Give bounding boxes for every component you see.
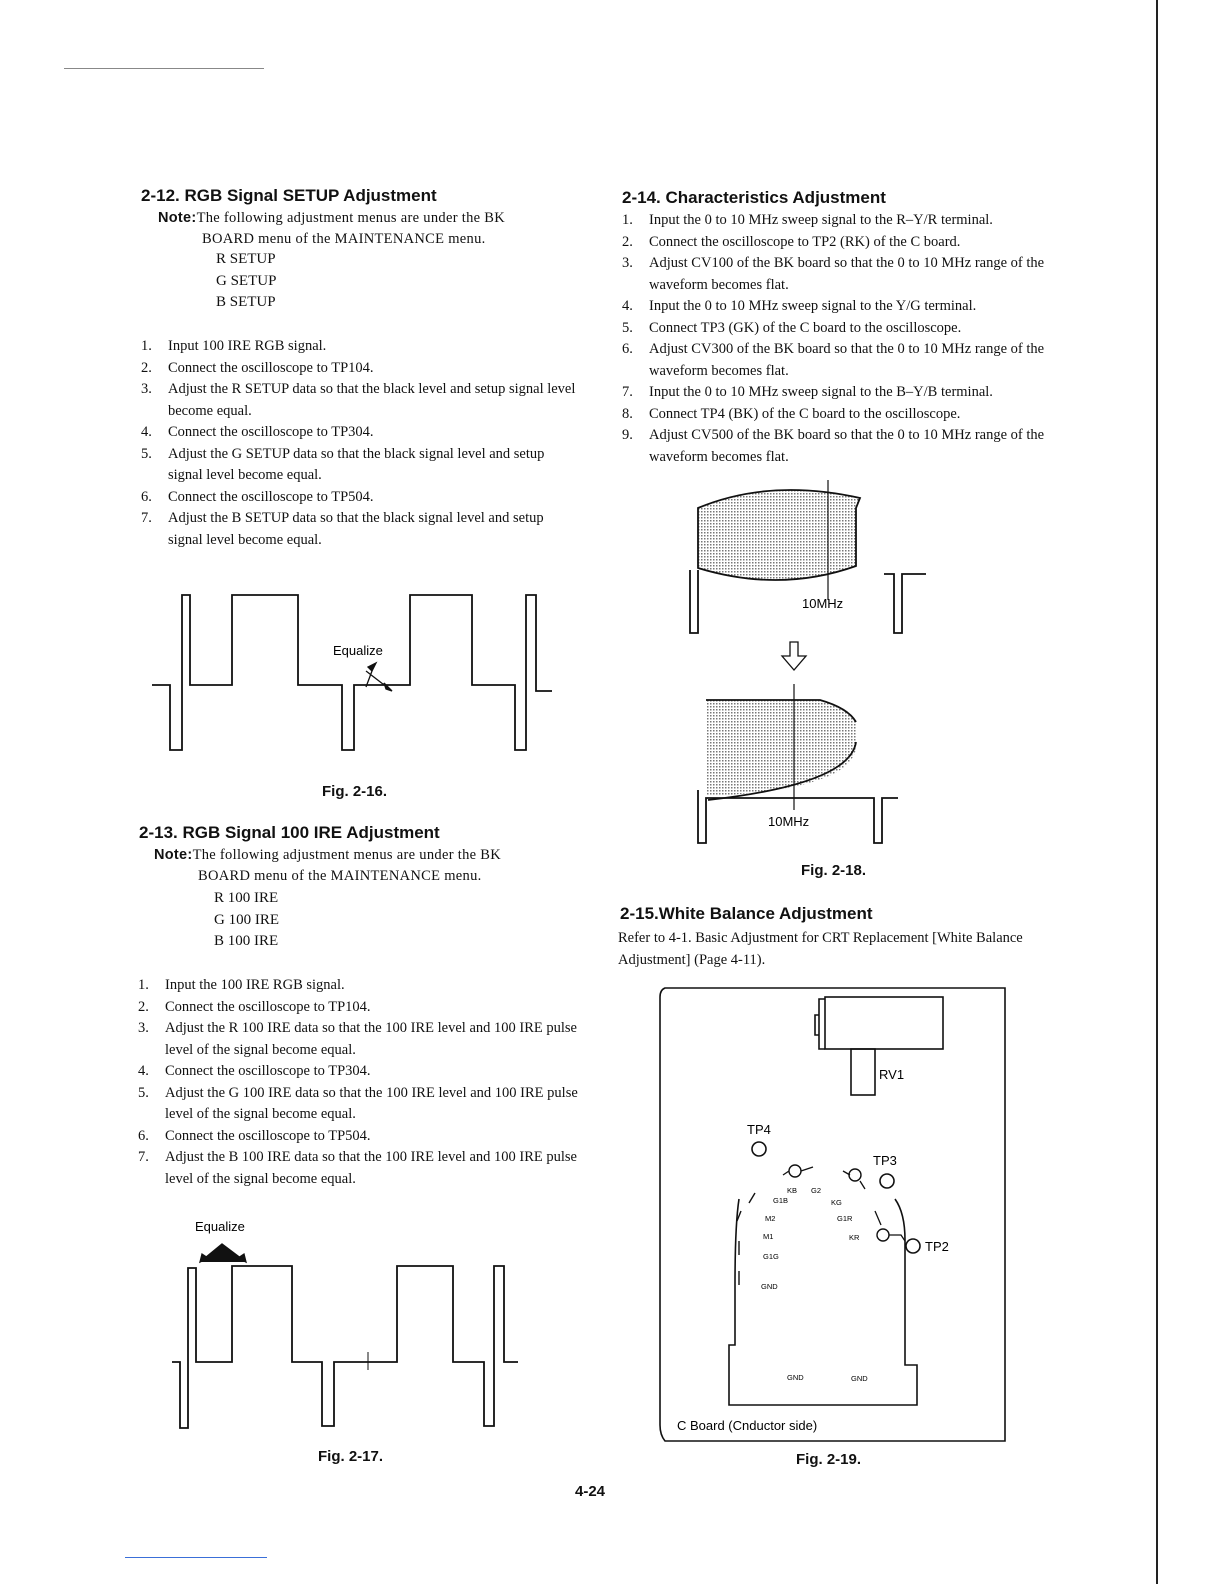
note-2-13 <box>154 845 584 887</box>
equalize-label: Equalize <box>195 1219 245 1234</box>
menu-list-2-13 <box>214 888 279 953</box>
figure-2-19-c-board <box>655 985 1015 1447</box>
step: 7. Adjust the B 100 IRE data so that the 100 IRE level and 100 IRE pulse level of the signal become equal. <box>138 1149 577 1187</box>
scan-bottom-mark <box>125 1557 267 1558</box>
tp2-point <box>906 1239 920 1253</box>
down-arrow-icon <box>782 642 806 670</box>
step: 1. Input the 0 to 10 MHz sweep signal to the R–Y/R terminal. <box>622 212 993 228</box>
step: 4. Connect the oscilloscope to TP304. <box>138 1063 371 1079</box>
fig-caption-2-19: Fig. 2-19. <box>796 1451 862 1468</box>
step: 5. Adjust the G 100 IRE data so that the 100 IRE level and 100 IRE pulse level of the signal become equal. <box>138 1084 578 1122</box>
note-2-12 <box>158 208 588 250</box>
rv1-label: RV1 <box>879 1067 905 1082</box>
pin-g2-label: G2 <box>811 1186 822 1195</box>
pin-gnd-label: GND <box>761 1282 778 1291</box>
step: 3. Adjust CV100 of the BK board so that the 0 to 10 MHz range of the waveform becomes flat. <box>622 255 1045 293</box>
menu-item: B SETUP <box>216 294 276 310</box>
step: 4. Input the 0 to 10 MHz sweep signal to the Y/G terminal. <box>622 298 977 314</box>
pin-kb-label: KB <box>787 1186 798 1195</box>
step: 5. Connect TP3 (GK) of the C board to the oscilloscope. <box>622 319 962 336</box>
sweep-envelope-after <box>706 700 856 796</box>
freq-label-top: 10MHz <box>802 596 844 611</box>
step: 3. Adjust the R SETUP data so that the black level and setup signal level become equal. <box>141 381 576 419</box>
menu-item: G 100 IRE <box>214 911 279 928</box>
rv1-stem <box>851 1049 875 1095</box>
fig-caption-2-18: Fig. 2-18. <box>801 862 867 879</box>
pin-kr-label: KR <box>849 1233 860 1242</box>
step: 2. Connect the oscilloscope to TP2 (RK) of the C board. <box>622 233 961 250</box>
steps-2-13 <box>138 975 578 1190</box>
step: 6. Connect the oscilloscope to TP504. <box>141 488 374 505</box>
equalize-label: Equalize <box>333 643 383 658</box>
menu-item: R SETUP <box>216 251 276 267</box>
setup-waveform-trace <box>152 595 552 750</box>
menu-list-2-12 <box>216 249 276 314</box>
section-heading-2-13: 2-13. RGB Signal 100 IRE Adjustment <box>139 823 440 842</box>
kr-pad <box>877 1229 889 1241</box>
note-label: Note: <box>154 847 193 863</box>
figure-2-18-sweep <box>680 478 950 858</box>
kg-pad <box>849 1169 861 1181</box>
rv1-body <box>825 997 943 1049</box>
note-text: The following adjustment menus are under the BK <box>192 847 502 863</box>
fig-caption-2-17: Fig. 2-17. <box>318 1448 384 1465</box>
section-heading-2-14: 2-14. Characteristics Adjustment <box>622 188 886 207</box>
fig-caption-2-16: Fig. 2-16. <box>322 783 388 800</box>
step: 3. Adjust the R 100 IRE data so that the 100 IRE level and 100 IRE pulse level of the signal become equal. <box>138 1020 577 1058</box>
pin-gnd-label: GND <box>787 1373 804 1382</box>
page-edge-rule <box>1156 0 1158 1584</box>
page-number: 4-24 <box>575 1483 606 1500</box>
board-caption: C Board (Cnductor side) <box>677 1418 818 1433</box>
step: 1. Input the 100 IRE RGB signal. <box>138 977 345 993</box>
note-text-2: BOARD menu of the MAINTENANCE menu. <box>198 868 482 884</box>
pin-g1b-label: G1B <box>773 1196 789 1205</box>
tp4-label: TP4 <box>747 1122 771 1137</box>
note-text-2: BOARD menu of the MAINTENANCE menu. <box>202 231 486 247</box>
step: 4. Connect the oscilloscope to TP304. <box>141 424 374 440</box>
steps-2-14 <box>622 210 1064 468</box>
pin-m2-label: M2 <box>765 1214 776 1223</box>
ire-waveform-trace <box>172 1266 518 1428</box>
white-balance-text: Refer to 4-1. Basic Adjustment for CRT Replacement [White Balance Adjustment] (Page 4-11). <box>618 930 1023 968</box>
pin-g1g-label: G1G <box>763 1252 779 1261</box>
sweep-envelope-before <box>698 490 860 580</box>
equalize-arrow <box>200 1244 246 1262</box>
menu-item: G SETUP <box>216 272 277 289</box>
pin-m1-label: M1 <box>763 1232 774 1241</box>
step: 9. Adjust CV500 of the BK board so that the 0 to 10 MHz range of the waveform becomes flat. <box>622 427 1045 465</box>
note-label: Note: <box>158 210 197 226</box>
scan-top-mark <box>64 68 264 69</box>
pin-kg-label: KG <box>831 1198 842 1207</box>
menu-item: R 100 IRE <box>214 890 279 906</box>
step: 8. Connect TP4 (BK) of the C board to the oscilloscope. <box>622 405 961 422</box>
menu-item: B 100 IRE <box>214 933 279 949</box>
tp4-point <box>752 1142 766 1156</box>
step: 2. Connect the oscilloscope to TP104. <box>138 998 371 1015</box>
tp3-point <box>880 1174 894 1188</box>
c-board-outline <box>729 1199 917 1405</box>
figure-2-16-waveform <box>140 585 570 765</box>
step: 1. Input 100 IRE RGB signal. <box>141 338 327 354</box>
note-text: The following adjustment menus are under the BK <box>196 210 506 226</box>
equalize-arrow <box>366 663 392 691</box>
steps-2-12 <box>141 336 581 551</box>
step: 5. Adjust the G SETUP data so that the black signal level and setup signal level become equal. <box>141 445 545 483</box>
step: 7. Adjust the B SETUP data so that the black signal level and setup signal level become equal. <box>141 510 544 548</box>
tp3-label: TP3 <box>873 1153 897 1168</box>
step: 2. Connect the oscilloscope to TP104. <box>141 359 374 376</box>
step: 7. Input the 0 to 10 MHz sweep signal to the B–Y/B terminal. <box>622 384 993 400</box>
section-heading-2-12: 2-12. RGB Signal SETUP Adjustment <box>141 186 437 205</box>
pin-g1r-label: G1R <box>837 1214 853 1223</box>
step: 6. Adjust CV300 of the BK board so that the 0 to 10 MHz range of the waveform becomes flat. <box>622 341 1045 379</box>
freq-label-bottom: 10MHz <box>768 814 810 829</box>
kb-pad <box>789 1165 801 1177</box>
figure-2-17-waveform <box>160 1210 530 1440</box>
tp2-label: TP2 <box>925 1239 949 1254</box>
section-heading-2-15: 2-15.White Balance Adjustment <box>620 904 873 923</box>
board-frame <box>660 988 1005 1441</box>
step: 6. Connect the oscilloscope to TP504. <box>138 1127 371 1144</box>
pin-gnd-label: GND <box>851 1374 868 1383</box>
